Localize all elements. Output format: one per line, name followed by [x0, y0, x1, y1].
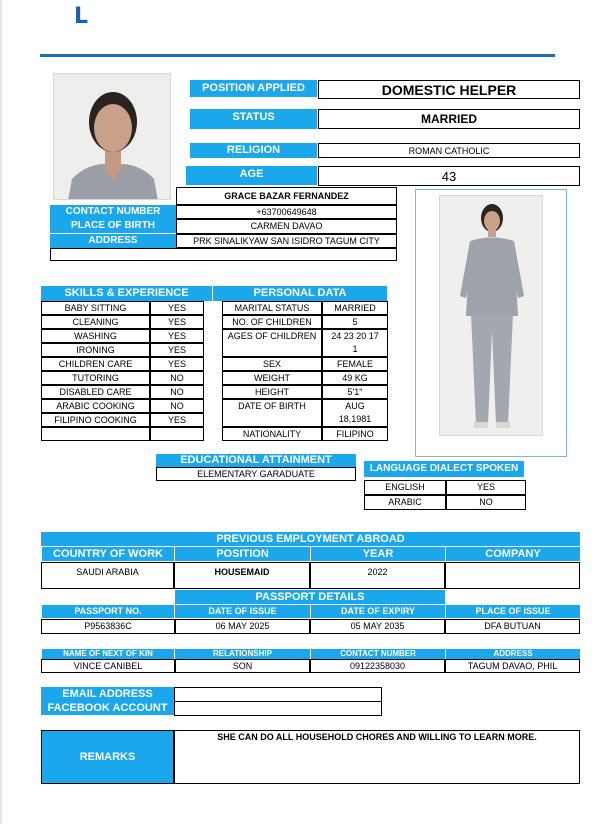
kin-column-header: NAME OF NEXT OF KIN	[41, 649, 174, 659]
children-label: NO. OF CHILDREN	[222, 315, 322, 329]
skill-name: DISABLED CARE	[41, 385, 150, 399]
status-value: MARRIED	[318, 109, 580, 129]
skill-value: YES	[150, 301, 204, 315]
passport-column-header: DATE OF ISSUE	[174, 605, 310, 618]
dob-value	[322, 399, 388, 427]
language-name: ENGLISH	[364, 480, 446, 495]
kin-contact: 09122358030	[310, 659, 445, 673]
kin-address: TAGUM DAVAO, PHIL	[445, 659, 580, 673]
nationality-value: FILIPINO	[322, 427, 388, 441]
skill-value: YES	[150, 357, 204, 371]
headshot-photo	[53, 73, 171, 200]
skill-name	[41, 427, 150, 441]
height-label: HEIGHT	[222, 385, 322, 399]
position-applied-value: DOMESTIC HELPER	[318, 80, 580, 99]
dob-value-line1: AUG	[345, 401, 365, 411]
facebook-value	[174, 701, 382, 716]
sex-label: SEX	[222, 357, 322, 371]
remarks-box	[174, 730, 580, 784]
passport-expiry-date: 05 MAY 2035	[310, 619, 445, 634]
skill-value: YES	[150, 315, 204, 329]
age-label: AGE	[186, 166, 317, 185]
dob-value-line2: 18,1981	[338, 414, 372, 424]
children-value: 5	[322, 315, 388, 329]
kin-column-header: RELATIONSHIP	[174, 649, 310, 659]
skill-value: NO	[150, 399, 204, 413]
dob-label: DATE OF BIRTH	[222, 399, 322, 427]
marital-status-label: MARITAL STATUS	[222, 301, 322, 315]
address-label: ADDRESS	[50, 234, 176, 248]
applicant-name: GRACE BAZAR FERNANDEZ	[176, 187, 397, 205]
skill-value: NO	[150, 371, 204, 385]
sex-value: FEMALE	[322, 357, 388, 371]
ages-label: AGES OF CHILDREN	[222, 329, 322, 357]
language-value: NO	[446, 495, 526, 510]
skill-value: NO	[150, 385, 204, 399]
skill-value: YES	[150, 343, 204, 357]
status-label: STATUS	[190, 109, 317, 129]
skill-name: TUTORING	[41, 371, 150, 385]
passport-place-of-issue: DFA BUTUAN	[445, 619, 580, 634]
skill-value: YES	[150, 329, 204, 343]
age-value: 43	[318, 166, 580, 186]
ages-value-line2: 1	[352, 344, 358, 354]
skill-value	[150, 427, 204, 441]
kin-name: VINCE CANIBEL	[41, 659, 175, 673]
employment-column-header: COUNTRY OF WORK	[41, 547, 174, 561]
skill-name: CHILDREN CARE	[41, 357, 150, 371]
person-full-body-icon	[440, 196, 543, 436]
education-title: EDUCATIONAL ATTAINMENT	[156, 454, 356, 467]
employment-year: 2022	[310, 562, 445, 589]
personal-data-title: PERSONAL DATA	[213, 286, 387, 301]
address-spare-row	[50, 248, 397, 261]
weight-value: 49 KG	[322, 371, 388, 385]
employment-column-header: YEAR	[310, 547, 445, 561]
ages-value	[322, 329, 388, 357]
full-body-photo	[439, 195, 543, 436]
remarks-text: SHE CAN DO ALL HOUSEHOLD CHORES AND WILLING TO LEARN MORE.	[217, 732, 537, 742]
passport-issue-date: 06 MAY 2025	[175, 619, 310, 634]
header-rule	[40, 54, 555, 57]
skill-name: BABY SITTING	[41, 301, 150, 315]
language-title: LANGUAGE DIALECT SPOKEN	[364, 461, 524, 477]
employment-column-header: POSITION	[174, 547, 310, 561]
education-value: ELEMENTARY GARADUATE	[156, 467, 356, 481]
passport-number: P9563836C	[41, 619, 175, 634]
kin-relationship: SON	[175, 659, 310, 673]
kin-column-header: CONTACT NUMBER	[310, 649, 445, 659]
position-applied-label: POSITION APPLIED	[190, 80, 317, 97]
passport-column-header: DATE OF EXPIRY	[310, 605, 445, 618]
employment-company	[445, 562, 580, 589]
address-value: PRK SINALIKYAW SAN ISIDRO TAGUM CITY	[176, 234, 397, 248]
skill-value: YES	[150, 413, 204, 427]
employment-column-header: COMPANY	[445, 547, 580, 561]
passport-title: PASSPORT DETAILS	[175, 590, 445, 604]
employment-country: SAUDI ARABIA	[41, 562, 174, 589]
skill-name: IRONING	[41, 343, 150, 357]
skill-name: WASHING	[41, 329, 150, 343]
employment-position: HOUSEMAID	[174, 562, 310, 589]
weight-label: WEIGHT	[222, 371, 322, 385]
kin-column-header: ADDRESS	[445, 649, 580, 659]
contact-number-value: +63700649648	[176, 205, 397, 219]
place-of-birth-value: CARMEN DAVAO	[176, 219, 397, 234]
facebook-label: FACEBOOK ACCOUNT	[41, 701, 174, 715]
language-name: ARABIC	[364, 495, 446, 510]
skill-name: FILIPINO COOKING	[41, 413, 150, 427]
nationality-label: NATIONALITY	[222, 427, 322, 441]
height-value: 5'1"	[322, 385, 388, 399]
remarks-label	[41, 730, 174, 784]
skill-name: CLEANING	[41, 315, 150, 329]
religion-label: RELIGION	[190, 143, 317, 158]
person-headshot-icon	[54, 74, 171, 200]
passport-column-header: PASSPORT NO.	[41, 605, 174, 618]
email-label: EMAIL ADDRESS	[41, 687, 174, 701]
language-value: YES	[446, 480, 526, 495]
employment-title: PREVIOUS EMPLOYMENT ABROAD	[41, 532, 580, 546]
ages-value-line1: 24 23 20 17	[331, 331, 379, 341]
full-body-photo-frame	[415, 189, 567, 457]
place-of-birth-label: PLACE OF BIRTH	[50, 219, 176, 233]
email-value	[174, 687, 382, 702]
page-edge	[0, 0, 2, 824]
passport-column-header: PLACE OF ISSUE	[445, 605, 580, 618]
skill-name: ARABIC COOKING	[41, 399, 150, 413]
remarks-label-text: REMARKS	[79, 751, 136, 763]
company-logo: L	[74, 4, 89, 29]
religion-value: ROMAN CATHOLIC	[318, 143, 580, 158]
skills-title: SKILLS & EXPERIENCE	[41, 286, 212, 301]
contact-number-label: CONTACT NUMBER	[50, 205, 176, 219]
marital-status-value: MARRIED	[322, 301, 388, 315]
